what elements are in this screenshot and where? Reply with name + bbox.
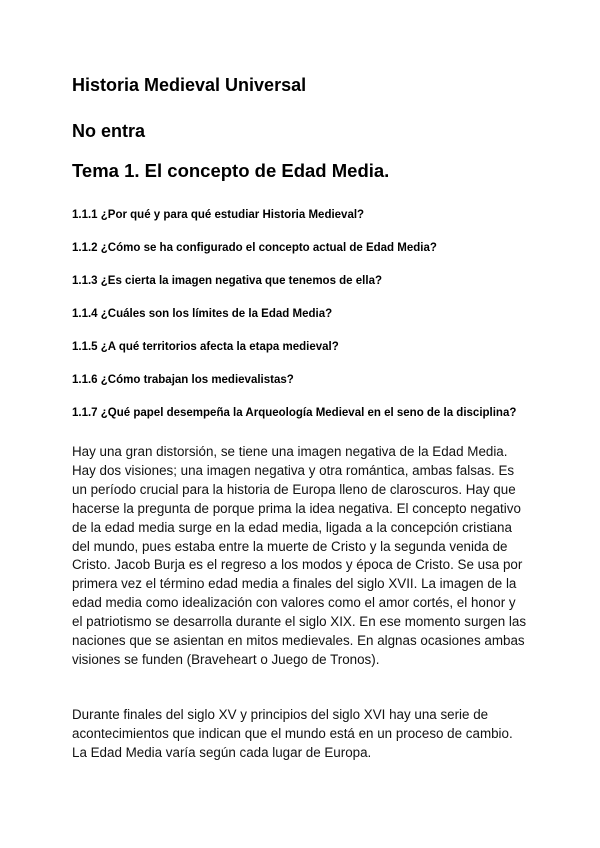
document-title: Historia Medieval Universal: [72, 75, 307, 95]
question-item: 1.1.3 ¿Es cierta la imagen negativa que tenemos de ella?: [72, 275, 382, 287]
question-item: 1.1.2 ¿Cómo se ha configurado el concepto actual de Edad Media?: [72, 242, 437, 254]
question-item: 1.1.5 ¿A qué territorios afecta la etapa medieval?: [72, 341, 339, 353]
body-paragraph: Durante finales del siglo XV y principios del siglo XVI hay una serie de acontecimientos que indican que el mundo está en un proceso de cambio. La Edad Media varía según cada lugar de Europa.: [72, 707, 513, 760]
body-paragraph: Hay una gran distorsión, se tiene una imagen negativa de la Edad Media. Hay dos visiones; una imagen negativa y otra romántica, ambas falsas. Es un período crucial para la historia de Europa lleno de claroscuros. Hay que hacerse la pregunta de porque prima la idea negativa. El concepto negativo de la edad media surge en la edad media, ligada a la concepción cristiana del mundo, pues estaba entre la muerte de Cristo y la segunda venida de Cristo. Jacob Burja es el regreso a los modos y época de Cristo. Se usa por primera vez el término edad media a finales del siglo XVII. La imagen de la edad media como idealización con valores como el amor cortés, el honor y el patriotismo se desarrolla durante el siglo XIX. En ese momento surgen las naciones que se asientan en mitos medievales. En algnas ocasiones ambas visiones se funden (Braveheart o Juego de Tronos).: [72, 444, 527, 667]
question-item: 1.1.4 ¿Cuáles son los límites de la Edad Media?: [72, 308, 333, 320]
question-item: 1.1.1 ¿Por qué y para qué estudiar Historia Medieval?: [72, 209, 365, 221]
question-item: 1.1.6 ¿Cómo trabajan los medievalistas?: [72, 374, 294, 386]
exclusion-note: No entra: [72, 121, 146, 141]
question-list: [72, 207, 528, 421]
question-item: 1.1.7 ¿Qué papel desempeña la Arqueología Medieval en el seno de la disciplina?: [72, 407, 517, 419]
chapter-title: Tema 1. El concepto de Edad Media.: [72, 160, 390, 181]
